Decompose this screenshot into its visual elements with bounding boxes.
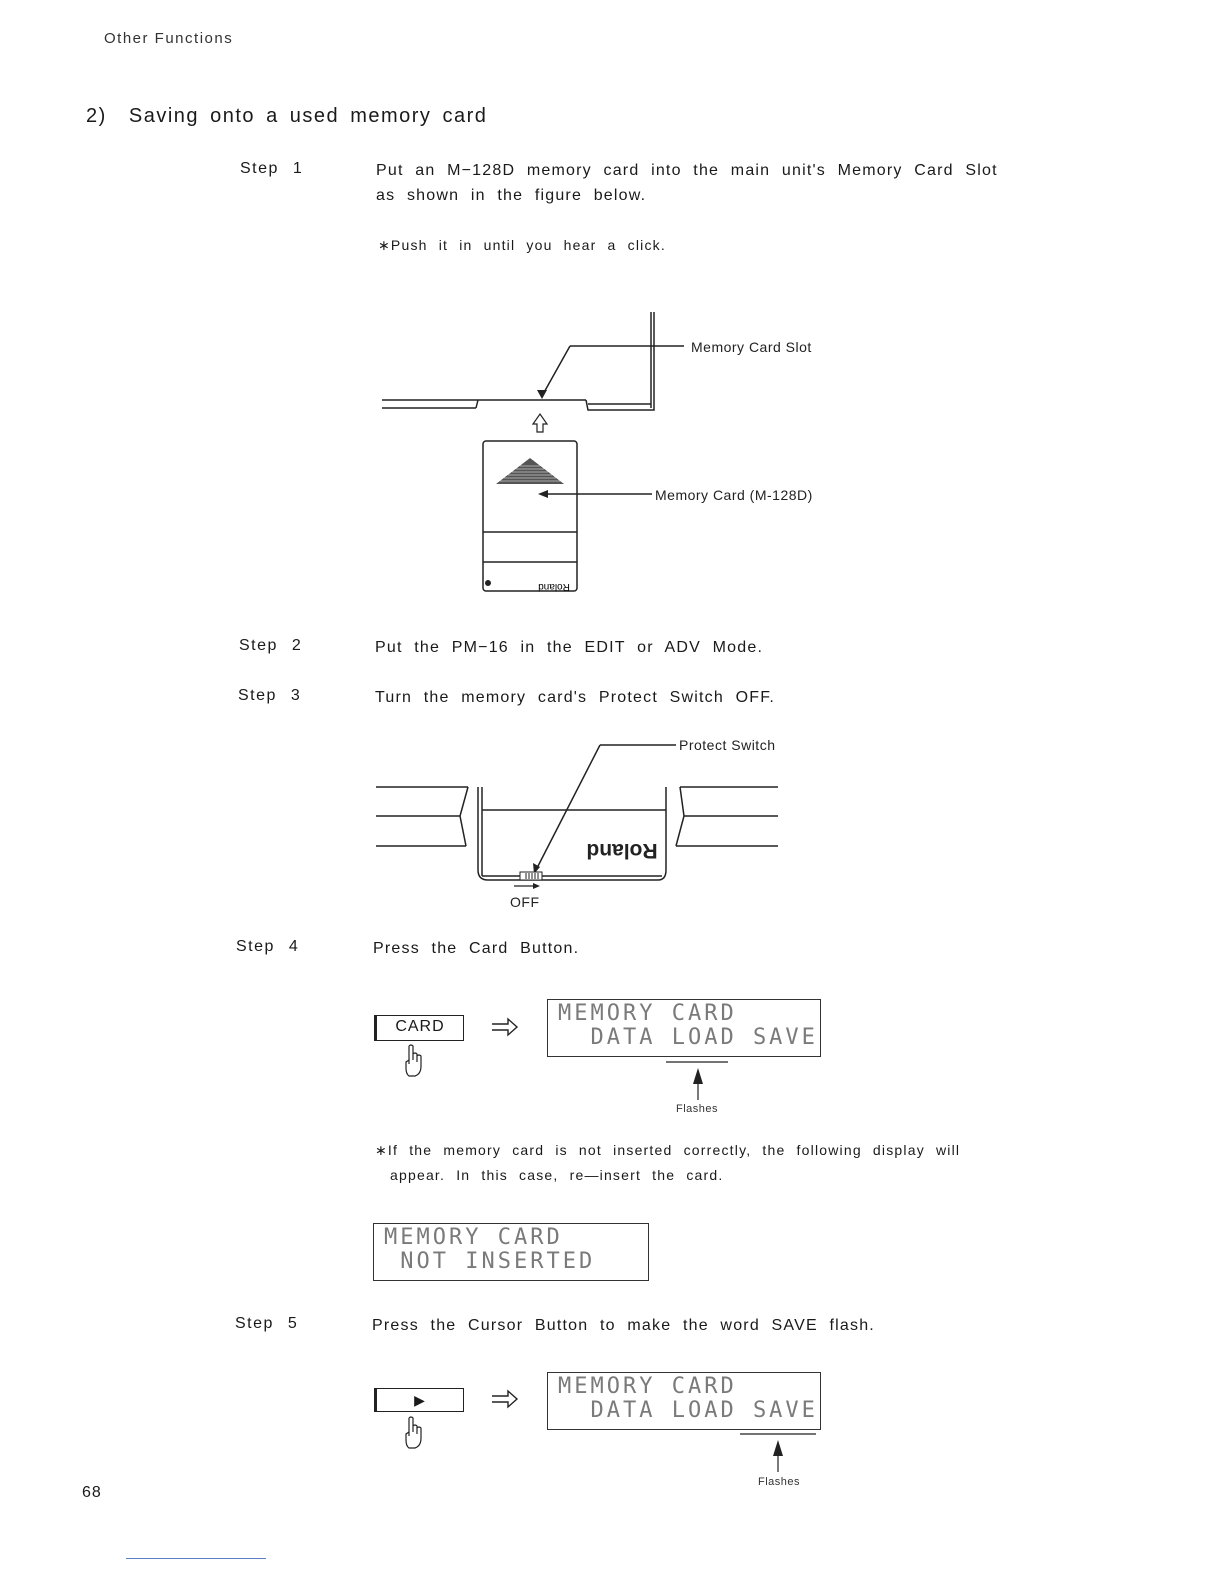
lcd-display-step4	[547, 999, 821, 1057]
step-4-text: Press the Card Button.	[373, 940, 580, 957]
step-1-line-1: Put an M−128D memory card into the main unit's Memory Card Slot	[376, 162, 998, 179]
protect-switch-label: Protect Switch	[679, 737, 776, 753]
card-arrowhead	[538, 490, 548, 498]
card-brand-text-2: Roland	[586, 839, 658, 862]
card-triangle-icon	[496, 458, 564, 484]
step-5-label: Step 5	[235, 1315, 299, 1332]
arrow-right-icon	[490, 1388, 520, 1410]
protect-switch	[520, 872, 542, 880]
bottom-rule	[126, 1558, 266, 1559]
not-inserted-note-line-2: appear. In this case, re—insert the card.	[390, 1167, 724, 1183]
panel-right-wall	[586, 312, 654, 410]
lcd-line-1: MEMORY CARD	[558, 1374, 737, 1399]
step-5-text: Press the Cursor Button to make the word SAVE flash.	[372, 1317, 875, 1334]
push-note: ∗Push it in until you hear a click.	[378, 237, 666, 253]
step-2-label: Step 2	[239, 637, 303, 654]
arrow-right-icon	[490, 1016, 520, 1038]
card-dot	[485, 580, 491, 586]
page-number: 68	[82, 1484, 102, 1501]
step-4-label: Step 4	[236, 938, 300, 955]
section-title: 2) Saving onto a used memory card	[86, 105, 488, 127]
step-1-text	[376, 158, 998, 208]
step-3-label: Step 3	[238, 687, 302, 704]
not-inserted-note-line-1: ∗If the memory card is not inserted correctly, the following display will	[375, 1142, 961, 1158]
cursor-button[interactable]: ▶	[374, 1388, 464, 1412]
insert-arrow-icon	[533, 414, 547, 432]
protect-switch-figure	[370, 730, 790, 905]
page-header: Other Functions	[104, 30, 234, 47]
memory-card-label: Memory Card (M-128D)	[655, 487, 813, 503]
step-1-line-2: as shown in the figure below.	[376, 187, 647, 204]
lcd-line-2: DATA LOAD SAVE	[558, 1025, 818, 1050]
flashes-label-step4: Flashes	[676, 1103, 719, 1115]
memory-card-slot-label: Memory Card Slot	[691, 339, 812, 355]
step-3-text: Turn the memory card's Protect Switch OFF.	[375, 689, 776, 706]
lcd-display-error	[373, 1223, 649, 1281]
off-label: OFF	[510, 894, 540, 910]
lcd-display-step5	[547, 1372, 821, 1430]
lcd-line-1: MEMORY CARD	[384, 1225, 563, 1250]
flash-indicator-step5	[738, 1432, 822, 1474]
press-finger-icon	[400, 1416, 426, 1452]
flash-indicator-step4	[664, 1060, 734, 1102]
step-2-text: Put the PM−16 in the EDIT or ADV Mode.	[375, 639, 764, 656]
slot-arrowhead	[537, 390, 547, 399]
lcd-line-1: MEMORY CARD	[558, 1001, 737, 1026]
card-brand-text: Roland	[538, 581, 570, 592]
press-finger-icon	[400, 1044, 426, 1080]
flashes-label-step5: Flashes	[758, 1476, 801, 1488]
lcd-line-2: NOT INSERTED	[384, 1249, 596, 1274]
card-button[interactable]: CARD	[374, 1015, 464, 1041]
lcd-line-2: DATA LOAD SAVE	[558, 1398, 818, 1423]
step-1-label: Step 1	[240, 160, 304, 177]
